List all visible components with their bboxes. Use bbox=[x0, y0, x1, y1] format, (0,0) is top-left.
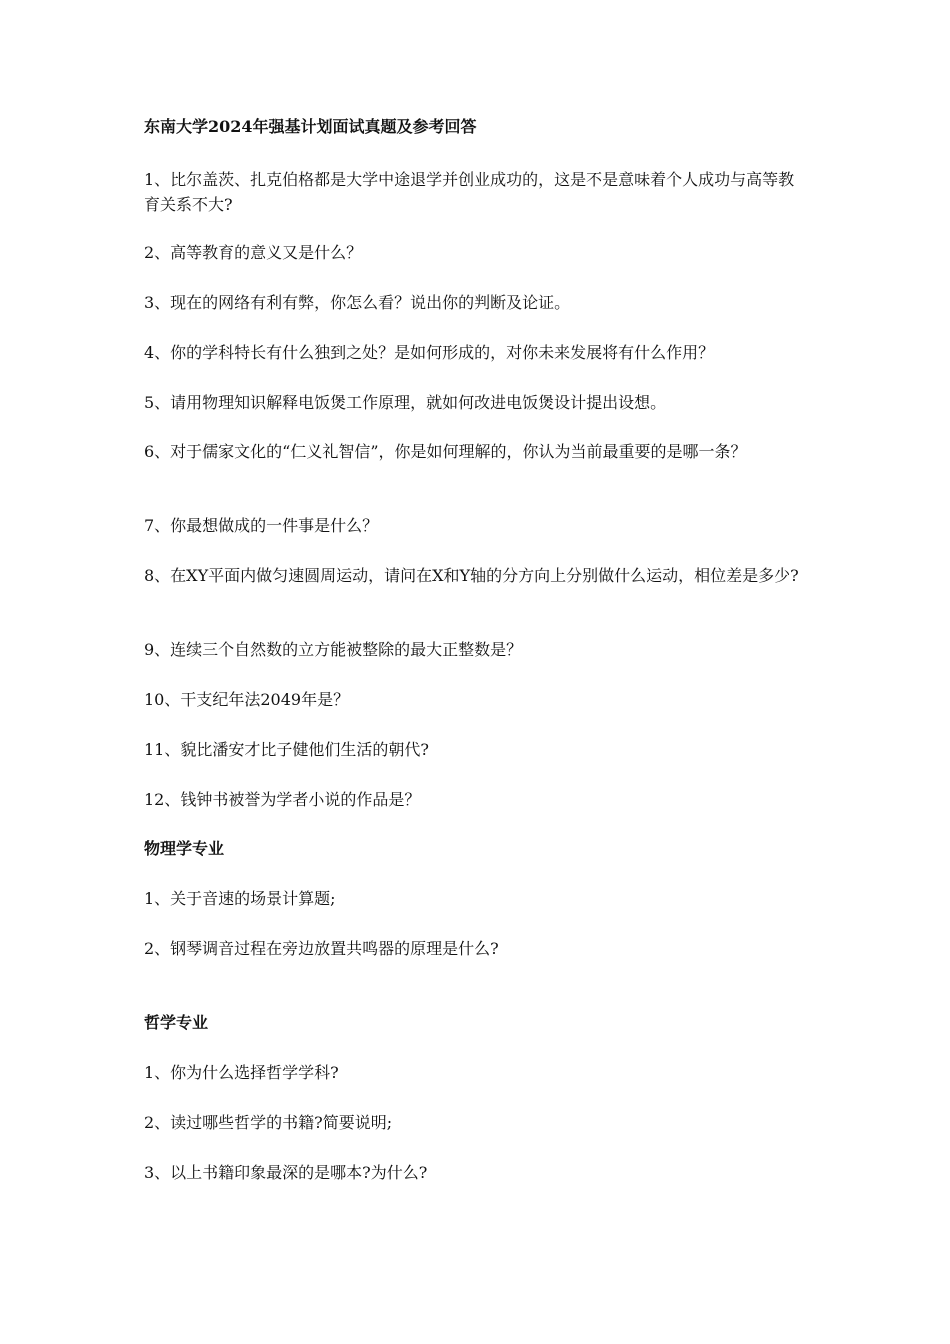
question-3: 3、现在的网络有利有弊，你怎么看？说出你的判断及论证。 bbox=[144, 293, 571, 312]
question-5: 5、请用物理知识解释电饭煲工作原理，就如何改进电饭煲设计提出设想。 bbox=[144, 393, 667, 412]
philosophy-heading: 哲学专业 bbox=[144, 1013, 209, 1032]
physics-question-2: 2、钢琴调音过程在旁边放置共鸣器的原理是什么? bbox=[144, 939, 499, 958]
philosophy-question-3: 3、以上书籍印象最深的是哪本?为什么? bbox=[144, 1163, 428, 1182]
physics-heading: 物理学专业 bbox=[144, 839, 225, 858]
question-12: 12、钱钟书被誉为学者小说的作品是？ bbox=[144, 790, 421, 809]
question-2: 2、高等教育的意义又是什么？ bbox=[144, 243, 363, 262]
question-9: 9、连续三个自然数的立方能被整除的最大正整数是？ bbox=[144, 640, 523, 659]
question-4: 4、你的学科特长有什么独到之处？是如何形成的，对你未来发展将有什么作用？ bbox=[144, 343, 715, 362]
question-11: 11、貌比潘安才比子健他们生活的朝代? bbox=[144, 740, 429, 759]
physics-question-1: 1、关于音速的场景计算题; bbox=[144, 889, 336, 908]
philosophy-question-1: 1、你为什么选择哲学学科? bbox=[144, 1063, 339, 1082]
document-title: 东南大学2024年强基计划面试真题及参考回答 bbox=[144, 117, 477, 136]
question-8: 8、在XY平面内做匀速圆周运动，请问在X和Y轴的分方向上分别做什么运动，相位差是多少? bbox=[144, 566, 799, 585]
question-10: 10、干支纪年法2049年是？ bbox=[144, 690, 350, 709]
question-7: 7、你最想做成的一件事是什么？ bbox=[144, 516, 379, 535]
question-1: 1、比尔盖茨、扎克伯格都是大学中途退学并创业成功的，这是不是意味着个人成功与高等教育关系不大? bbox=[144, 170, 795, 214]
question-6: 6、对于儒家文化的“仁义礼智信”，你是如何理解的，你认为当前最重要的是哪一条？ bbox=[144, 442, 747, 461]
philosophy-question-2: 2、读过哪些哲学的书籍?简要说明; bbox=[144, 1113, 393, 1132]
